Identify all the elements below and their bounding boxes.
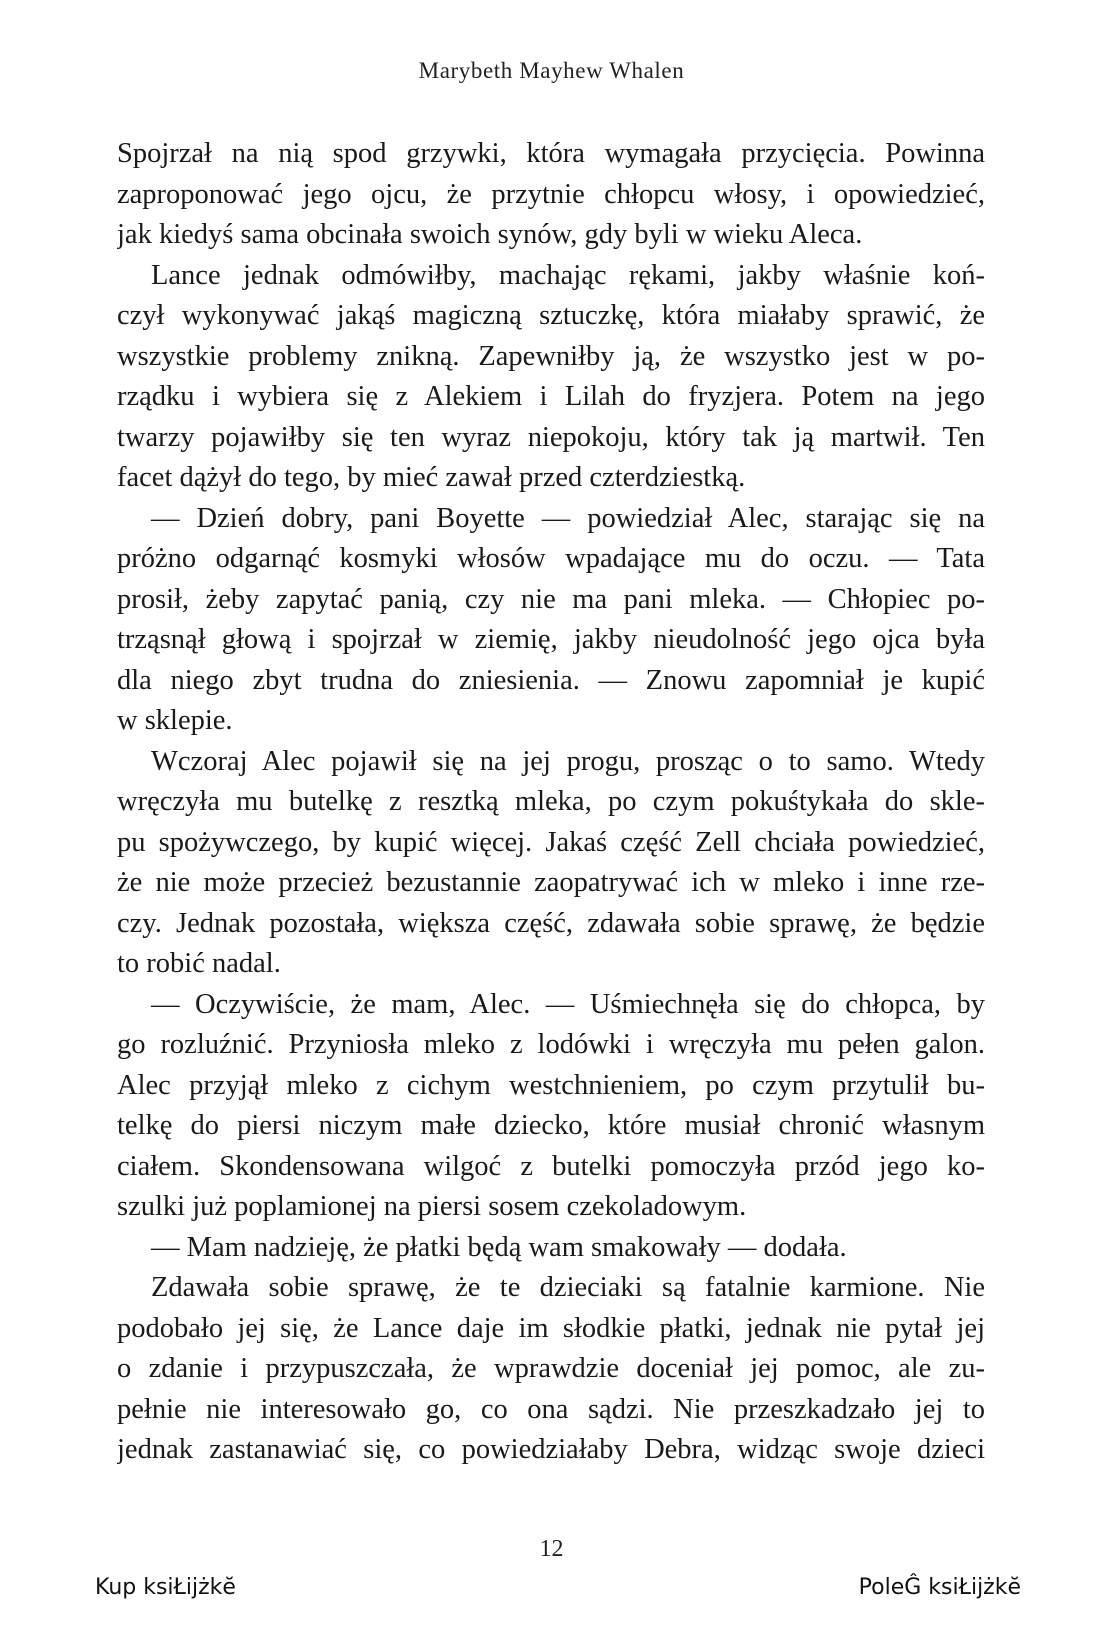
text-line: go rozluźnić. Przyniosła mleko z lodówki i wręczyła mu pełen galon.	[117, 1029, 985, 1060]
text-line: — Oczywiście, że mam, Alec. — Uśmiechnęła się do chłopca, by	[151, 988, 985, 1020]
text-line: jak kiedyś sama obcinała swoich synów, gdy byli w wieku Aleca.	[117, 219, 863, 250]
text-line: telkę do piersi niczym małe dziecko, które musiał chronić własnym	[117, 1110, 985, 1141]
text-line: w sklepie.	[117, 705, 233, 736]
text-line: pu spożywczego, by kupić więcej. Jakaś część Zell chciała powiedzieć,	[117, 826, 985, 858]
text-line: Wczoraj Alec pojawił się na jej progu, prosząc o to samo. Wtedy	[151, 745, 985, 777]
text-line: wręczyła mu butelkę z resztką mleka, po czym pokuśtykała do skle-	[117, 786, 985, 817]
text-line: Zdawała sobie sprawę, że te dzieciaki są fatalnie karmione. Nie	[151, 1272, 985, 1303]
body-text	[117, 134, 985, 1471]
text-line: jednak zastanawiać się, co powiedziałaby Debra, widząc swoje dzieci	[117, 1434, 985, 1465]
text-line: — Dzień dobry, pani Boyette — powiedział Alec, starając się na	[151, 502, 985, 534]
text-line: — Mam nadzieję, że płatki będą wam smakowały — dodała.	[151, 1231, 847, 1263]
text-line: próżno odgarnąć kosmyki włosów wpadające mu do oczu. — Tata	[117, 543, 985, 574]
text-line: Lance jednak odmówiłby, machając rękami, jakby właśnie koń-	[151, 259, 985, 291]
text-line: Alec przyjął mleko z cichym westchnieniem, po czym przytulił bu-	[117, 1069, 985, 1101]
text-line: twarzy pojawiłby się ten wyraz niepokoju, który tak ją martwił. Ten	[117, 421, 985, 453]
text-line: czy. Jednak pozostała, większa część, zdawała sobie sprawę, że będzie	[117, 907, 985, 939]
text-line: rządku i wybiera się z Alekiem i Lilah do fryzjera. Potem na jego	[117, 381, 985, 412]
text-line: to robić nadal.	[117, 948, 281, 979]
text-line: Spojrzał na nią spod grzywki, która wymagała przycięcia. Powinna	[117, 138, 985, 169]
text-line: facet dążył do tego, by mieć zawał przed czterdziestką.	[117, 462, 746, 493]
recommend-book-link[interactable]: PoleĜ ksiŁĳżkĕ	[858, 1575, 1021, 1600]
text-line: o zdanie i przypuszczała, że wprawdzie doceniał jej pomoc, ale zu-	[117, 1353, 985, 1384]
text-line: prosił, żeby zapytać panią, czy nie ma pani mleka. — Chłopiec po-	[117, 583, 985, 615]
text-line: szulki już poplamionej na piersi sosem czekoladowym.	[117, 1191, 747, 1222]
text-line: wszystkie problemy znikną. Zapewniłby ją, że wszystko jest w po-	[117, 340, 985, 372]
text-line: że nie może przecież bezustannie zaopatrywać ich w mleko i inne rze-	[117, 867, 985, 898]
text-line: podobało jej się, że Lance daje im słodkie płatki, jednak nie pytał jej	[117, 1312, 985, 1344]
text-line: pełnie nie interesowało go, co ona sądzi. Nie przeszkadzało jej to	[117, 1393, 985, 1425]
text-line: dla niego zbyt trudna do zniesienia. — Znowu zapomniał je kupić	[117, 664, 985, 696]
text-line: czył wykonywać jakąś magiczną sztuczkę, która miałaby sprawić, że	[117, 300, 985, 331]
text-line: zaproponować jego ojcu, że przytnie chłopcu włosy, i opowiedzieć,	[117, 178, 985, 210]
text-line: ciałem. Skondensowana wilgoć z butelki pomoczyła przód jego ko-	[117, 1150, 985, 1182]
text-line: trząsnął głową i spojrzał w ziemię, jakby nieudolność jego ojca była	[117, 624, 985, 655]
buy-book-link[interactable]: Kup ksiŁĳżkĕ	[95, 1575, 236, 1600]
running-head: Marybeth Mayhew Whalen	[418, 58, 685, 83]
page-number: 12	[539, 1536, 564, 1562]
